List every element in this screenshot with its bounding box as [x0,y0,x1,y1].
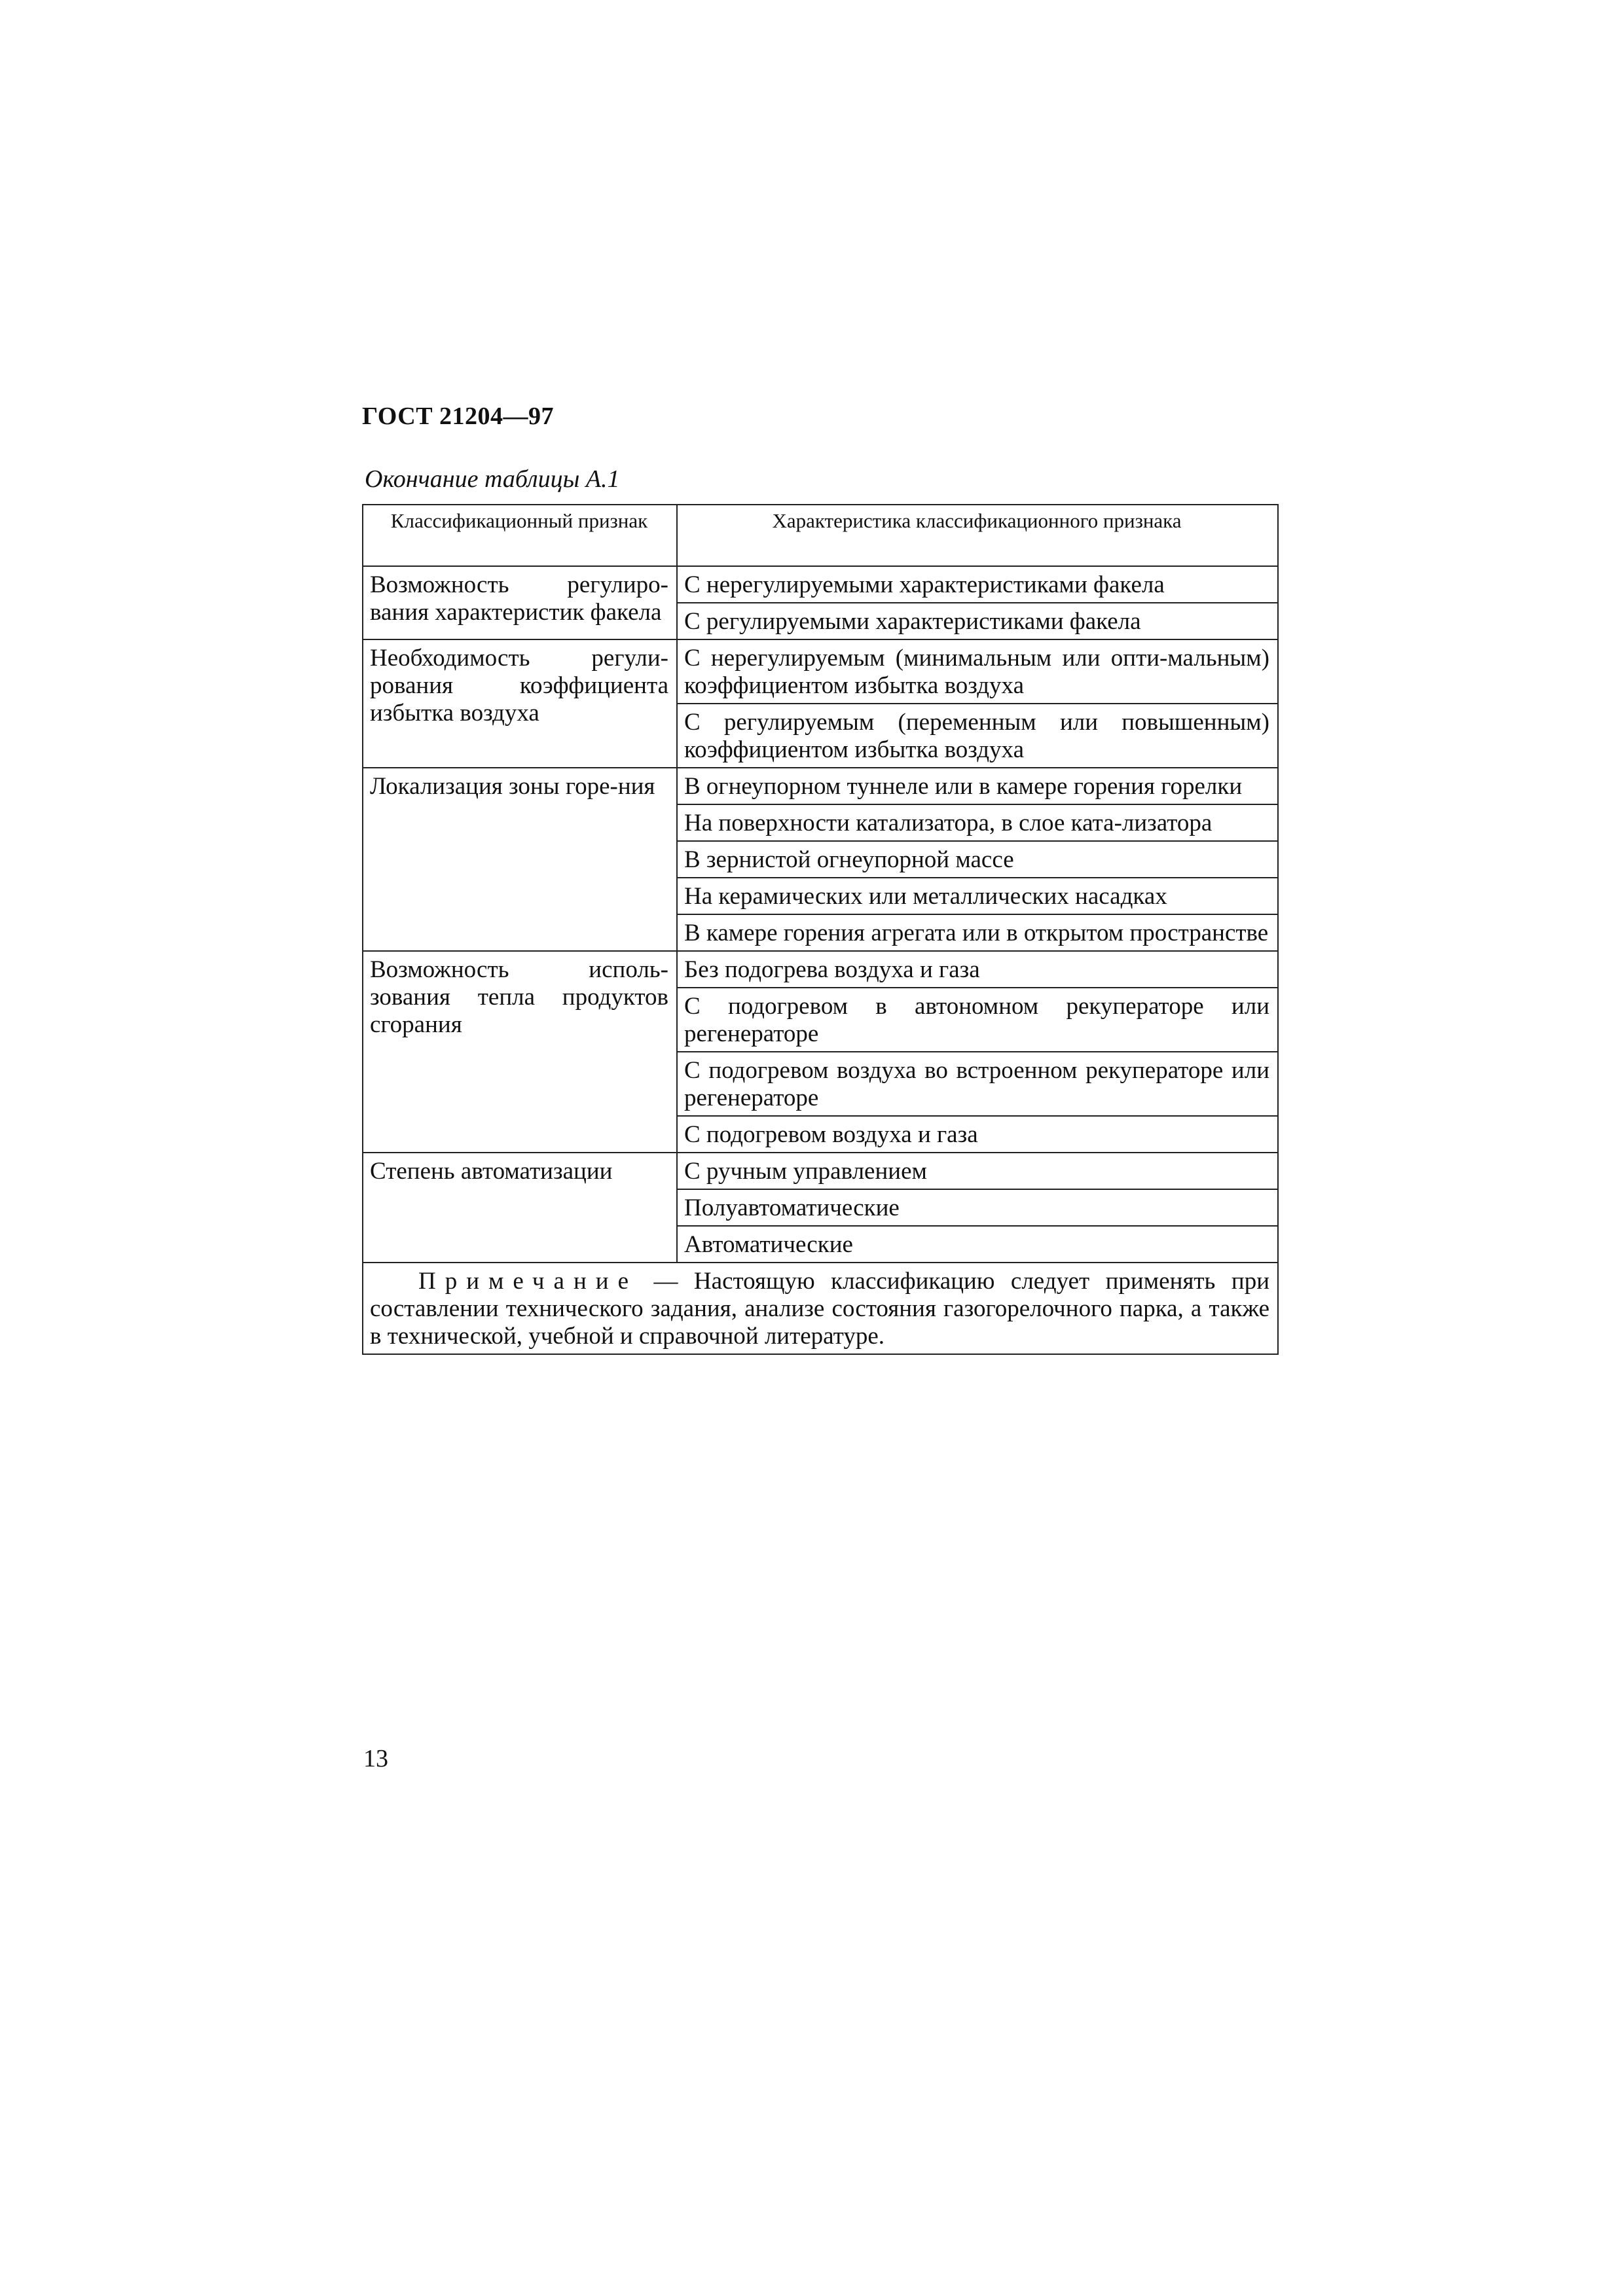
table-row [363,951,1278,988]
note-label: Примечание [418,1268,638,1295]
feature-cell: Степень автоматизации [363,1153,677,1263]
characteristic-cell: В зернистой огнеупорной массе [677,841,1278,878]
table-note [363,1263,1278,1354]
characteristic-cell: С регулируемым (переменным или повышенным) коэффициентом избытка воздуха [677,704,1278,768]
feature-cell: Возможность регулиро-вания характеристик факела [363,566,677,639]
characteristic-cell: С подогревом воздуха во встроенном рекуператоре или регенераторе [677,1052,1278,1116]
document-code: ГОСТ 21204—97 [362,403,555,430]
characteristic-cell: В огнеупорном туннеле или в камере горения горелки [677,768,1278,804]
table-row [363,566,1278,603]
column-header-feature: Классификационный признак [363,505,677,566]
table-caption: Окончание таблицы А.1 [365,465,620,493]
characteristic-cell: Автоматические [677,1226,1278,1263]
characteristic-cell: С нерегулируемым (минимальным или опти-мальным) коэффициентом избытка воздуха [677,639,1278,704]
characteristic-cell: В камере горения агрегата или в открытом пространстве [677,914,1278,951]
feature-cell: Необходимость регули-рования коэффициента избытка воздуха [363,639,677,768]
characteristic-cell: С нерегулируемыми характеристиками факела [677,566,1278,603]
page-number: 13 [363,1745,388,1772]
characteristic-cell: Полуавтоматические [677,1189,1278,1226]
characteristic-cell: С регулируемыми характеристиками факела [677,603,1278,639]
characteristic-cell: Без подогрева воздуха и газа [677,951,1278,988]
table-row [363,639,1278,704]
characteristic-cell: С подогревом воздуха и газа [677,1116,1278,1153]
column-header-characteristic: Характеристика классификационного признака [677,505,1278,566]
characteristic-cell: На керамических или металлических насадках [677,878,1278,914]
table-header-row [363,505,1278,566]
table-row [363,1153,1278,1189]
feature-cell: Локализация зоны горе-ния [363,768,677,951]
table-note-row [363,1263,1278,1354]
table-row [363,768,1278,804]
classification-table [362,504,1279,1355]
characteristic-cell: На поверхности катализатора, в слое ката-лизатора [677,804,1278,841]
feature-cell: Возможность исполь-зования тепла продуктов сгорания [363,951,677,1153]
note-text: — Настоящую классификацию следует применять при составлении технического задания, анализе состояния газогорелочного парка, а также в технической, учебной и справочной литературе. [370,1268,1269,1350]
characteristic-cell: С ручным управлением [677,1153,1278,1189]
characteristic-cell: С подогревом в автономном рекуператоре или регенераторе [677,988,1278,1052]
